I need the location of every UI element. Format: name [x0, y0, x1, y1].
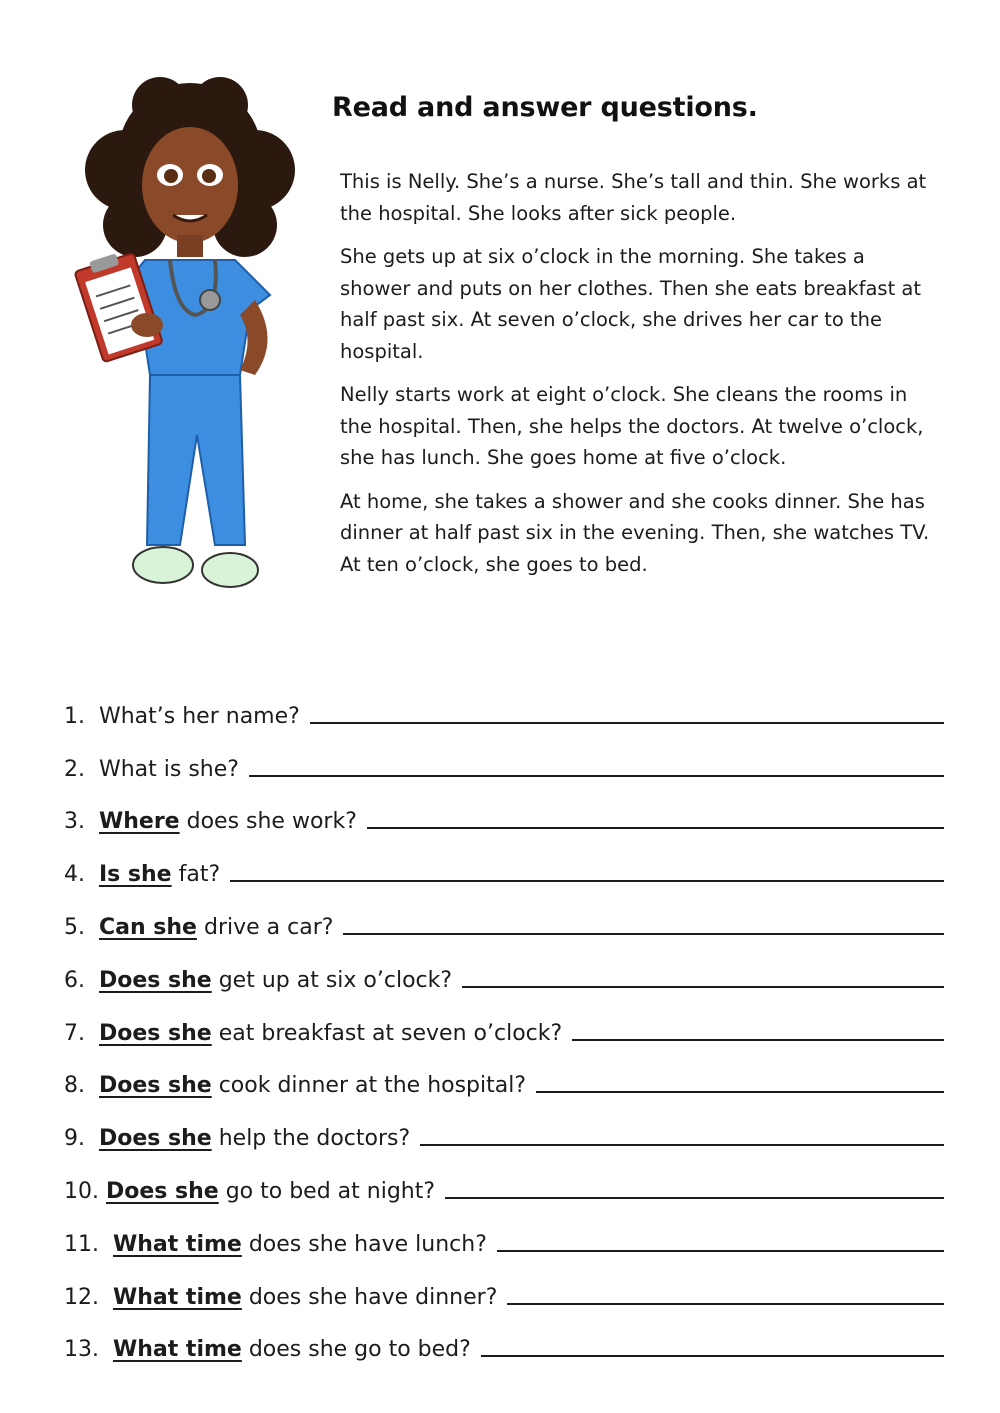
question-item	[64, 1257, 944, 1310]
question-text	[106, 1179, 435, 1204]
question-item	[64, 887, 944, 940]
question-rest: fat?	[171, 862, 221, 888]
question-item	[64, 1098, 944, 1151]
question-text	[99, 968, 452, 993]
question-number: 1.	[64, 703, 99, 729]
question-emphasis: What time	[112, 1284, 242, 1310]
question-text	[113, 1285, 497, 1310]
question-number: 11.	[64, 1231, 113, 1257]
question-text	[99, 757, 239, 782]
question-rest: does she have dinner?	[241, 1284, 498, 1310]
question-rest: get up at six o’clock?	[211, 967, 453, 993]
question-emphasis: Is she	[98, 862, 172, 888]
question-rest: eat breakfast at seven o’clock?	[211, 1020, 563, 1046]
question-emphasis: Does she	[105, 1178, 219, 1204]
question-rest: does she go to bed?	[241, 1337, 471, 1363]
question-text	[113, 1337, 471, 1362]
question-item	[64, 834, 944, 887]
passage-paragraph: She gets up at six o’clock in the morning. She takes a shower and puts on her clothes. Then she eats breakfast at half past six. At seven o’clock, she drives her car to the hospital.	[340, 245, 922, 363]
passage-paragraph: This is Nelly. She’s a nurse. She’s tall and thin. She works at the hospital. She looks after sick people.	[340, 170, 927, 225]
question-emphasis: Where	[98, 809, 180, 835]
question-text	[99, 915, 333, 940]
question-text	[99, 1021, 562, 1046]
question-number: 9.	[64, 1126, 99, 1152]
question-number: 4.	[64, 862, 99, 888]
question-number: 2.	[64, 756, 99, 782]
question-rest: drive a car?	[196, 914, 334, 940]
question-list	[64, 676, 944, 1362]
question-item	[64, 993, 944, 1046]
question-item	[64, 729, 944, 782]
question-item	[64, 1310, 944, 1363]
answer-line[interactable]	[536, 1090, 944, 1093]
question-text	[99, 1073, 526, 1098]
answer-line[interactable]	[445, 1196, 944, 1199]
nurse-illustration	[55, 75, 325, 620]
reading-passage	[340, 166, 940, 592]
question-number: 5.	[64, 914, 99, 940]
question-number: 8.	[64, 1073, 99, 1099]
answer-line[interactable]	[230, 879, 944, 882]
answer-line[interactable]	[481, 1354, 944, 1357]
answer-line[interactable]	[497, 1249, 944, 1252]
answer-line[interactable]	[249, 774, 944, 777]
question-rest: What’s her name?	[98, 703, 300, 729]
question-rest: What is she?	[98, 756, 239, 782]
question-emphasis: Can she	[98, 914, 197, 940]
question-number: 10.	[64, 1178, 106, 1204]
question-item	[64, 940, 944, 993]
question-emphasis: Does she	[98, 1126, 212, 1152]
answer-line[interactable]	[343, 932, 944, 935]
question-item	[64, 1204, 944, 1257]
question-rest: does she work?	[179, 809, 357, 835]
question-text	[99, 862, 220, 887]
question-text	[99, 809, 357, 834]
question-text	[113, 1232, 487, 1257]
question-item	[64, 1046, 944, 1099]
question-rest: go to bed at night?	[218, 1178, 436, 1204]
question-number: 6.	[64, 967, 99, 993]
question-emphasis: Does she	[98, 1020, 212, 1046]
answer-line[interactable]	[572, 1038, 944, 1041]
question-number: 12.	[64, 1284, 113, 1310]
question-text	[99, 1126, 410, 1151]
question-item	[64, 1151, 944, 1204]
question-number: 13.	[64, 1337, 113, 1363]
question-rest: help the doctors?	[211, 1126, 411, 1152]
worksheet-title: Read and answer questions.	[332, 92, 758, 123]
question-item	[64, 676, 944, 729]
passage-paragraph: Nelly starts work at eight o’clock. She cleans the rooms in the hospital. Then, she helps the doctors. At twelve o’clock, she has lunch. She goes home at five o’clock.	[340, 383, 924, 469]
question-number: 7.	[64, 1020, 99, 1046]
answer-line[interactable]	[507, 1302, 944, 1305]
answer-line[interactable]	[462, 985, 944, 988]
question-number: 3.	[64, 809, 99, 835]
answer-line[interactable]	[310, 721, 944, 724]
question-item	[64, 782, 944, 835]
question-rest: does she have lunch?	[241, 1231, 487, 1257]
question-emphasis: Does she	[98, 967, 212, 993]
answer-line[interactable]	[367, 826, 944, 829]
answer-line[interactable]	[420, 1143, 944, 1146]
passage-paragraph: At home, she takes a shower and she cooks dinner. She has dinner at half past six in the evening. Then, she watches TV. At ten o’clock, she goes to bed.	[340, 489, 930, 576]
question-emphasis: What time	[112, 1337, 242, 1363]
question-text	[99, 704, 300, 729]
question-emphasis: Does she	[98, 1073, 212, 1099]
question-rest: cook dinner at the hospital?	[211, 1073, 527, 1099]
question-emphasis: What time	[112, 1231, 242, 1257]
